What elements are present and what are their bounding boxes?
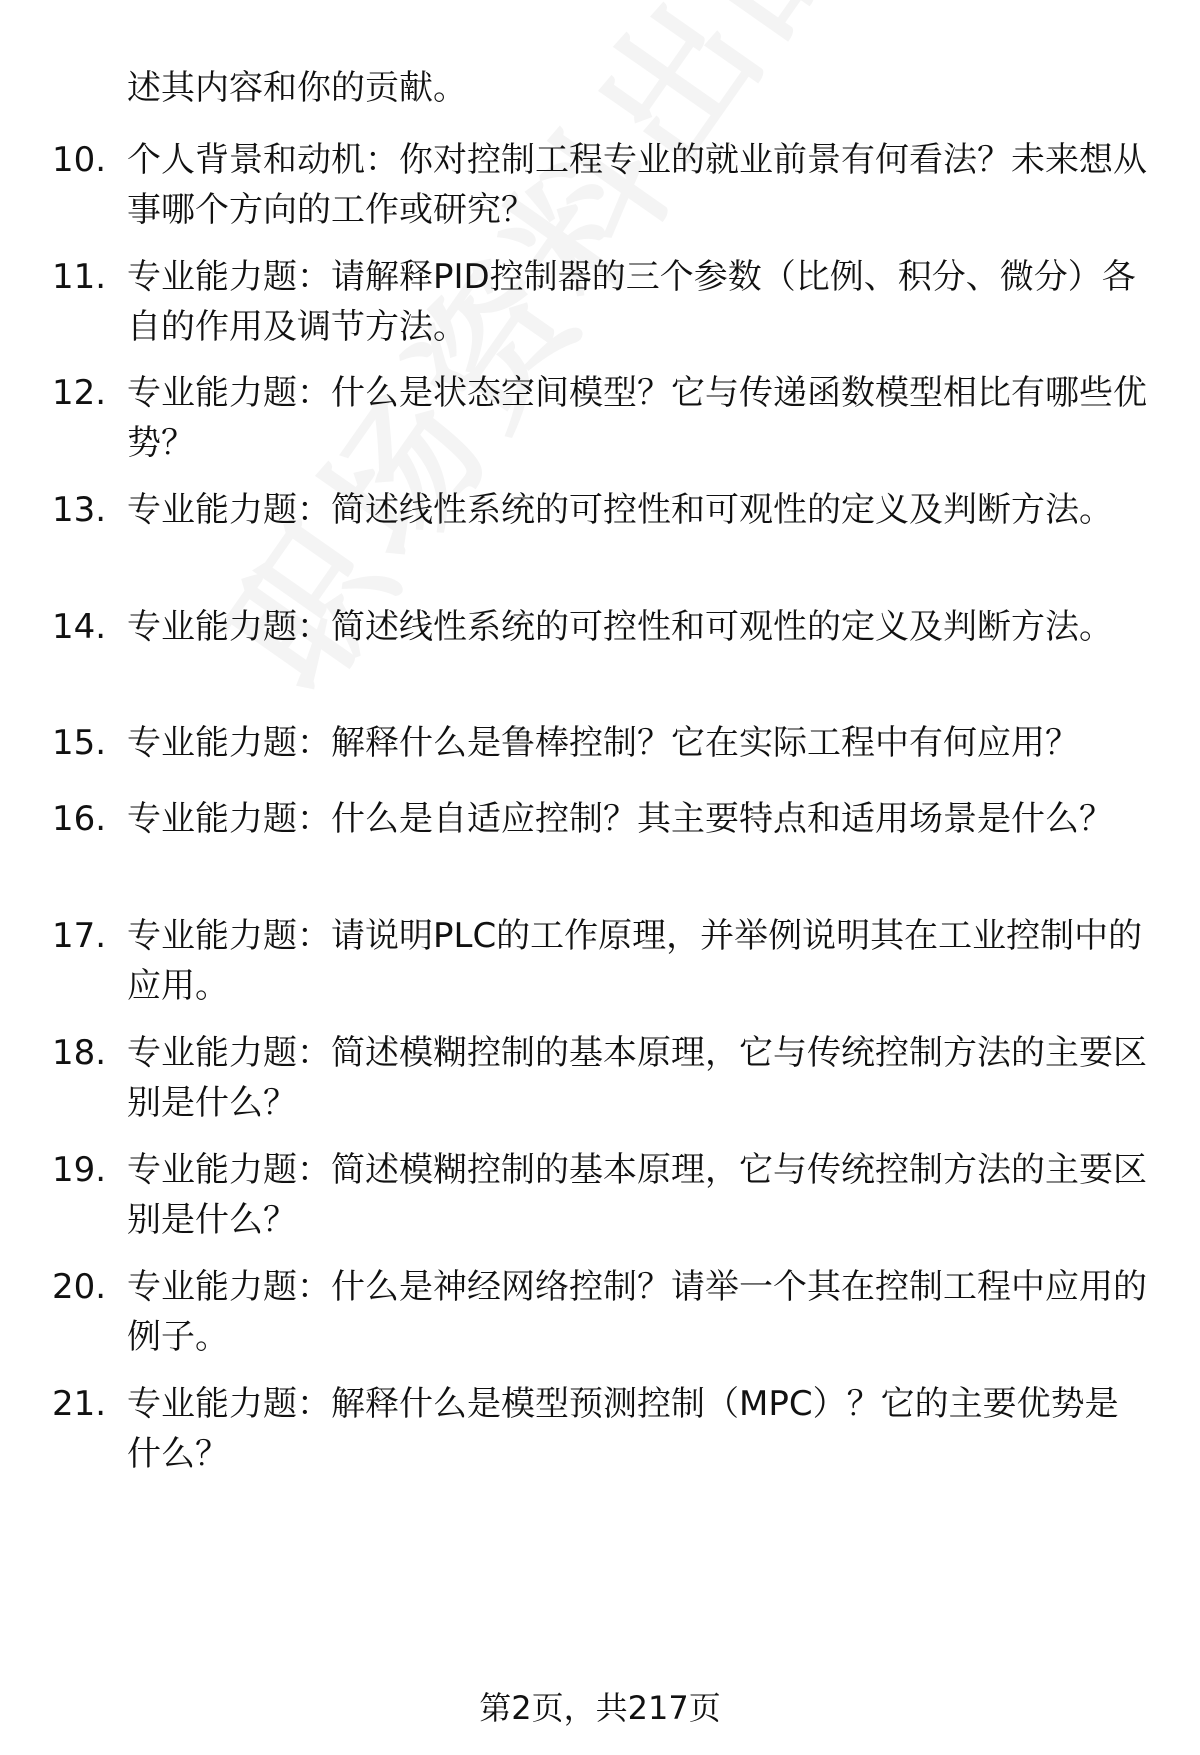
question-number: 16. <box>52 799 107 839</box>
question-text: 专业能力题：请说明PLC的工作原理，并举例说明其在工业控制中的应用。 <box>127 916 1143 1006</box>
question-text: 专业能力题：简述模糊控制的基本原理，它与传统控制方法的主要区别是什么？ <box>127 1033 1147 1123</box>
question-text: 专业能力题：什么是自适应控制？其主要特点和适用场景是什么？ <box>127 799 1113 839</box>
question-number: 11. <box>52 257 107 297</box>
question-number: 18. <box>52 1033 107 1073</box>
question-text: 专业能力题：解释什么是模型预测控制（MPC）？它的主要优势是什么？ <box>127 1384 1119 1474</box>
question-text: 专业能力题：请解释PID控制器的三个参数（比例、积分、微分）各自的作用及调节方法。 <box>127 257 1136 347</box>
question-number: 14. <box>52 607 107 647</box>
question-text: 专业能力题：简述线性系统的可控性和可观性的定义及判断方法。 <box>127 607 1113 647</box>
question-number: 12. <box>52 373 107 413</box>
question-text: 专业能力题：解释什么是鲁棒控制？它在实际工程中有何应用？ <box>127 723 1079 763</box>
question-text: 专业能力题：简述模糊控制的基本原理，它与传统控制方法的主要区别是什么？ <box>127 1150 1147 1240</box>
question-text: 专业能力题：什么是状态空间模型？它与传递函数模型相比有哪些优势？ <box>127 373 1147 463</box>
question-text: 专业能力题：简述线性系统的可控性和可观性的定义及判断方法。 <box>127 490 1113 530</box>
question-number: 21. <box>52 1384 107 1424</box>
question-text: 专业能力题：什么是神经网络控制？请举一个其在控制工程中应用的例子。 <box>127 1267 1147 1357</box>
question-number: 10. <box>52 140 107 180</box>
question-number: 13. <box>52 490 107 530</box>
page-footer: 第2页，共217页 <box>479 1689 721 1727</box>
question-number: 15. <box>52 723 107 763</box>
question-number: 17. <box>52 916 107 956</box>
question-text: 个人背景和动机：你对控制工程专业的就业前景有何看法？未来想从事哪个方向的工作或研究？ <box>127 140 1147 230</box>
continuation-text: 述其内容和你的贡献。 <box>127 68 467 108</box>
question-number: 20. <box>52 1267 107 1307</box>
question-number: 19. <box>52 1150 107 1190</box>
